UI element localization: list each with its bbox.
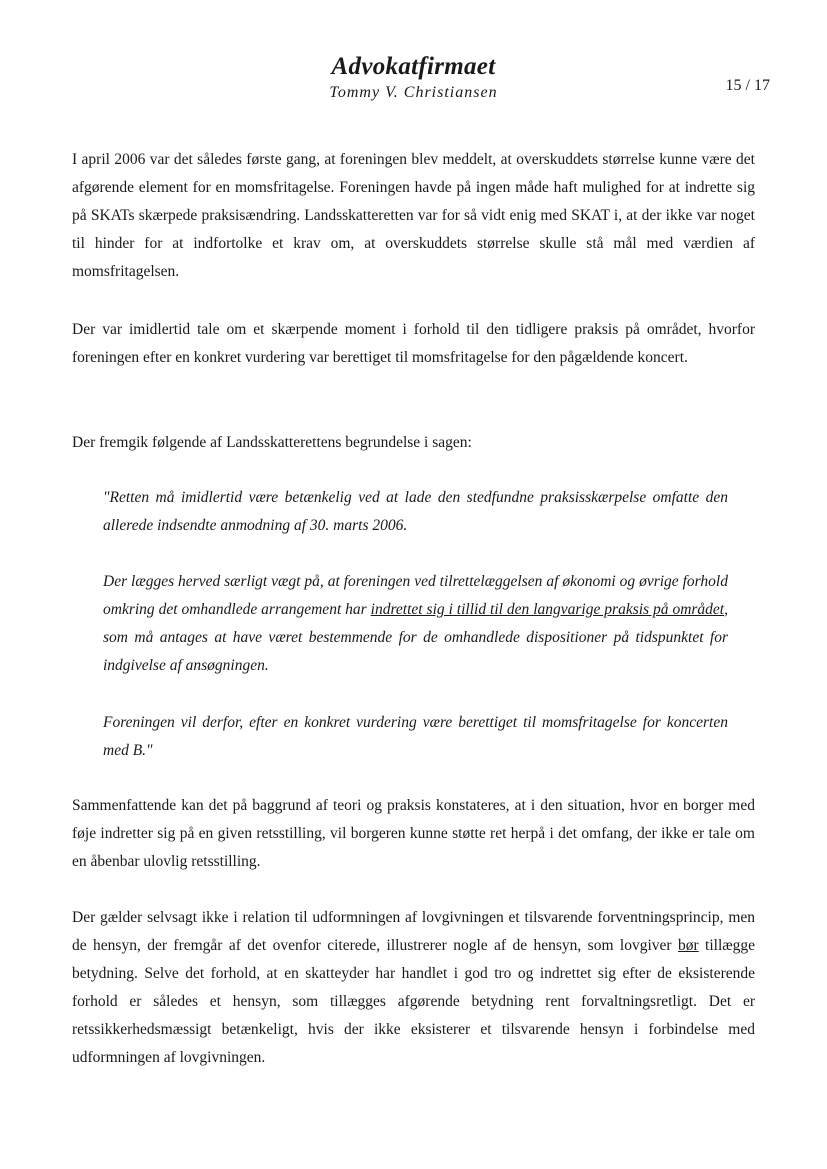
quote-paragraph-2: [103, 568, 728, 680]
paragraph-5: [72, 904, 755, 1072]
paragraph-4: Sammenfattende kan det på baggrund af teori og praksis konstateres, at i den situation, hvor en borger med føje indretter sig på en given retsstilling, vil borgeren kunne støtte ret herpå i det omfang, der ikke er tale om en åbenbar ulovlig retsstilling.: [72, 797, 755, 870]
paragraph-3: Der fremgik følgende af Landsskatterettens begrundelse i sagen:: [72, 434, 472, 451]
quote-paragraph-1: "Retten må imidlertid være betænkelig ved at lade den stedfundne praksisskærpelse omfatte den allerede indsendte anmodning af 30. marts 2006.: [103, 489, 728, 534]
page-number: 15 / 17: [725, 77, 770, 94]
paragraph-5-text-after: tillægge betydning. Selve det forhold, at en skatteyder har handlet i god tro og indrettet sig efter de eksisterende forhold er således et hensyn, som tillægges afgørende betydning rent forvaltningsretligt. Det er retssikkerhedsmæssigt betænkeligt, hvis der ikke eksisterer et tilsvarende hensyn i forbindelse med udformningen af lovgivningen.: [72, 937, 755, 1066]
paragraph-2: Der var imidlertid tale om et skærpende moment i forhold til den tidligere praksis på området, hvorfor foreningen efter en konkret vurdering var berettiget til momsfritagelse for den pågældende koncert.: [72, 321, 755, 366]
paragraph-5-text-before: Der gælder selvsagt ikke i relation til udformningen af lovgivningen et tilsvarende forventningsprincip, men de hensyn, der fremgår af det ovenfor citerede, illustrerer nogle af de hensyn, som lovgiver: [72, 909, 755, 954]
paragraph-1: I april 2006 var det således første gang, at foreningen blev meddelt, at overskuddets størrelse kunne være det afgørende element for en momsfritagelse. Foreningen havde på ingen måde haft mulighed for at indrette sig på SKATs skærpede praksisændring. Landsskatteretten var for så vidt enig med SKAT i, at der ikke var noget til hinder for at indfortolke et krav om, at overskuddets størrelse skulle stå mål med værdien af momsfritagelsen.: [72, 151, 755, 280]
quote-2-underlined-text: indrettet sig i tillid til den langvarige praksis på området: [370, 601, 725, 618]
quote-paragraph-3: Foreningen vil derfor, efter en konkret vurdering være berettiget til momsfritagelse for koncerten med B.": [103, 714, 728, 759]
quote-2-text-before: Der lægges herved særligt vægt på, at foreningen ved tilrettelæggelsen af økonomi og øvrige forhold omkring det omhandlede arrangement har: [103, 573, 728, 618]
paragraph-5-underlined-word: bør: [677, 937, 699, 954]
firm-name: Advokatfirmaet: [331, 53, 496, 80]
firm-person: Tommy V. Christiansen: [329, 84, 498, 101]
quote-2-text-after: , som må antages at have været bestemmende for de omhandlede dispositioner på tidspunktet for indgivelse af ansøgningen.: [103, 601, 728, 674]
